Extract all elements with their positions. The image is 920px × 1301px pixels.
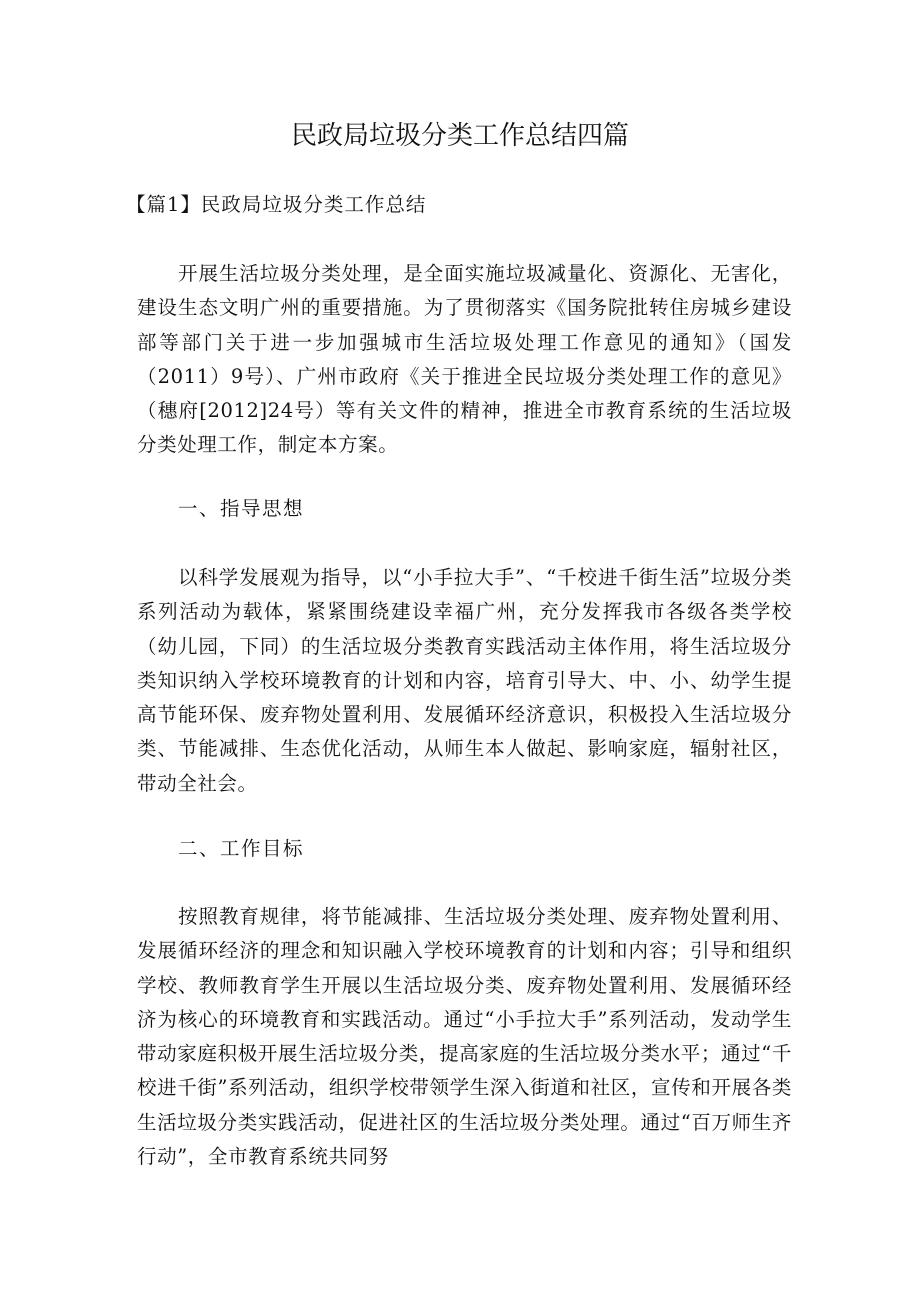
work-goal-paragraph: 按照教育规律，将节能减排、生活垃圾分类处理、废弃物处置利用、发展循环经济的理念和知识融入学校环境教育的计划和内容；引导和组织学校、教师教育学生开展以生活垃圾分类、废弃物处置利用、发展循环经济为核心的环境教育和实践活动。通过“小手拉大手”系列活动，发动学生带动家庭积极开展生活垃圾分类，提高家庭的生活垃圾分类水平；通过“千校进千街”系列活动，组织学校带领学生深入街道和社区，宣传和开展各类生活垃圾分类实践活动，促进社区的生活垃圾分类处理。通过“百万师生齐行动”，全市教育系统共同努 (137, 905, 792, 1169)
guiding-thought-paragraph: 以科学发展观为指导，以“小手拉大手”、“千校进千街生活”垃圾分类系列活动为载体，紧紧围绕建设幸福广州，充分发挥我市各级各类学校（幼儿园，下同）的生活垃圾分类教育实践活动主体作用，将生活垃圾分类知识纳入学校环境教育的计划和内容，培育引导大、中、小、幼学生提高节能环保、废弃物处置利用、发展循环经济意识，积极投入生活垃圾分类、节能减排、生态优化活动，从师生本人做起、影响家庭，辐射社区，带动全社会。 (137, 566, 792, 795)
intro-paragraph: 开展生活垃圾分类处理，是全面实施垃圾减量化、资源化、无害化，建设生态文明广州的重要措施。为了贯彻落实《国务院批转住房城乡建设部等部门关于进一步加强城市生活垃圾处理工作意见的通知》（国发（2011）9号）、广州市政府《关于推进全民垃圾分类处理工作的意见》（穗府[2012]24号）等有关文件的精神，推进全市教育系统的生活垃圾分类处理工作，制定本方案。 (137, 262, 792, 457)
heading-work-goal: 二、工作目标 (178, 837, 305, 860)
heading-guiding-thought: 一、指导思想 (178, 497, 305, 520)
document-title: 民政局垃圾分类工作总结四篇 (290, 121, 629, 151)
section-tag: 【篇1】民政局垃圾分类工作总结 (126, 193, 427, 216)
